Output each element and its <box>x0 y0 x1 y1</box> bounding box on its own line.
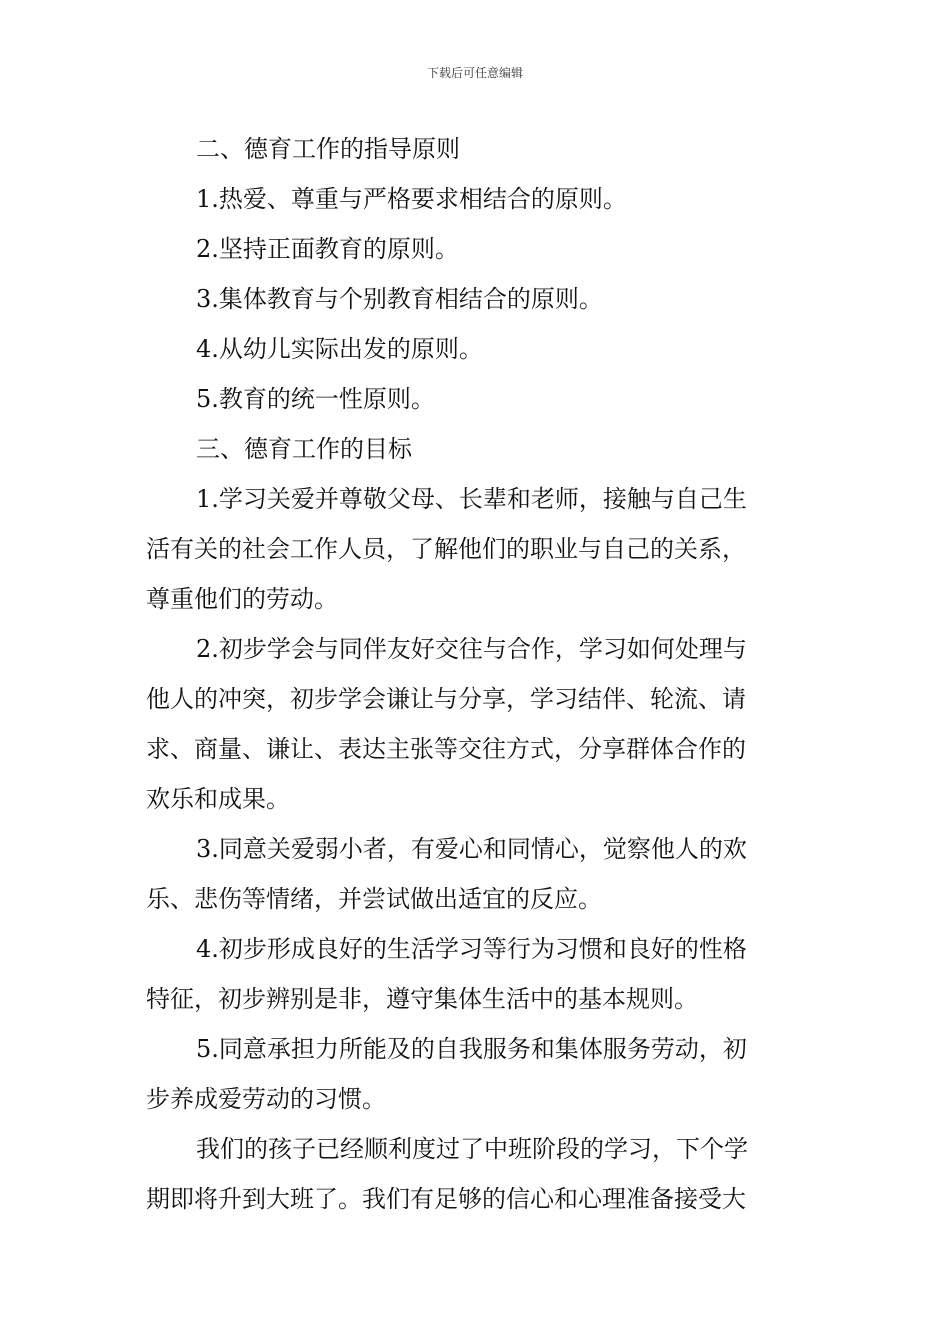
text-line: 1.热爱、尊重与严格要求相结合的原则。 <box>196 185 627 213</box>
text-line: 他人的冲突，初步学会谦让与分享，学习结伴、轮流、请 <box>146 685 746 713</box>
text-line: 1.学习关爱并尊敬父母、长辈和老师，接触与自己生 <box>196 485 747 513</box>
text-line: 4.初步形成良好的生活学习等行为习惯和良好的性格 <box>196 935 747 963</box>
document-body <box>146 124 808 1224</box>
text-line: 步养成爱劳动的习惯。 <box>146 1085 386 1113</box>
text-line: 尊重他们的劳动。 <box>146 585 338 613</box>
text-line: 二、德育工作的指导原则 <box>196 135 460 163</box>
text-line: 求、商量、谦让、表达主张等交往方式，分享群体合作的 <box>146 735 746 763</box>
text-line: 乐、悲伤等情绪，并尝试做出适宜的反应。 <box>146 885 602 913</box>
text-line: 三、德育工作的目标 <box>196 435 412 463</box>
text-line: 5.同意承担力所能及的自我服务和集体服务劳动，初 <box>196 1035 747 1063</box>
page-header: 下载后可任意编辑 <box>426 66 523 80</box>
text-line: 3.集体教育与个别教育相结合的原则。 <box>196 285 603 313</box>
text-line: 2.坚持正面教育的原则。 <box>196 235 459 263</box>
text-line: 期即将升到大班了。我们有足够的信心和心理准备接受大 <box>146 1185 746 1213</box>
text-line: 欢乐和成果。 <box>146 785 290 813</box>
text-line: 2.初步学会与同伴友好交往与合作，学习如何处理与 <box>196 635 747 663</box>
text-line: 4.从幼儿实际出发的原则。 <box>196 335 483 363</box>
text-line: 5.教育的统一性原则。 <box>196 385 435 413</box>
text-line: 我们的孩子已经顺利度过了中班阶段的学习，下个学 <box>196 1135 748 1163</box>
text-line: 3.同意关爱弱小者，有爱心和同情心，觉察他人的欢 <box>196 835 747 863</box>
text-line: 活有关的社会工作人员，了解他们的职业与自己的关系， <box>146 535 746 563</box>
text-line: 特征，初步辨别是非，遵守集体生活中的基本规则。 <box>146 985 698 1013</box>
